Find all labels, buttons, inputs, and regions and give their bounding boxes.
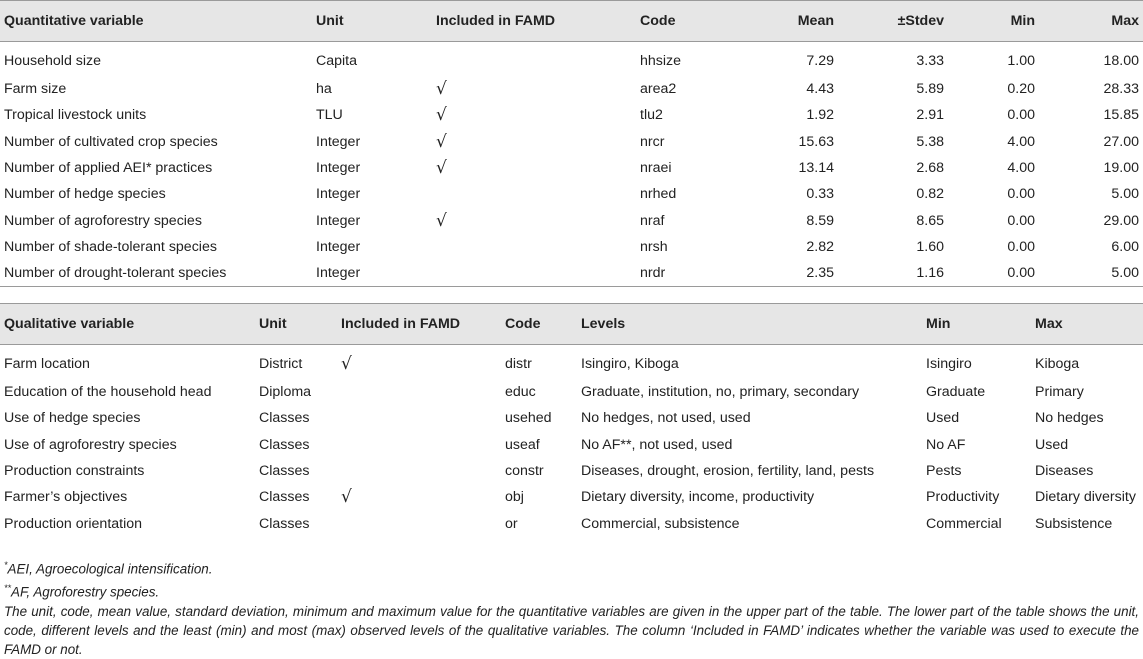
cell-famd	[337, 432, 501, 458]
cell-famd	[337, 458, 501, 484]
header-code: Code	[501, 304, 577, 345]
cell-min: 4.00	[1007, 133, 1035, 150]
cell-variable: Use of hedge species	[4, 410, 141, 427]
cell-famd	[337, 510, 501, 536]
cell-stdev: 0.82	[916, 186, 944, 203]
cell-variable: Number of applied AEI* practices	[4, 160, 213, 177]
cell-min: Pests	[926, 463, 962, 480]
cell-unit: Classes	[259, 489, 310, 506]
table-row	[0, 155, 1143, 181]
cell-mean: 8.59	[806, 212, 834, 229]
table-row	[0, 42, 1143, 77]
cell-unit: Integer	[316, 133, 361, 150]
cell-variable: Number of shade-tolerant species	[4, 238, 217, 255]
header-max: Max	[1039, 1, 1143, 42]
cell-code: nrcr	[640, 133, 665, 150]
cell-max: Used	[1035, 436, 1069, 453]
header-included-in-famd: Included in FAMD	[432, 1, 636, 42]
cell-min: 1.00	[1007, 53, 1035, 69]
table-row	[0, 379, 1143, 405]
cell-mean: 7.29	[806, 53, 834, 69]
cell-mean: 0.33	[806, 186, 834, 203]
cell-code: tlu2	[640, 107, 663, 124]
cell-code: usehed	[505, 410, 552, 427]
cell-variable: Production constraints	[4, 463, 145, 480]
cell-mean: 1.92	[806, 107, 834, 124]
cell-code: useaf	[505, 436, 540, 453]
cell-levels: Dietary diversity, income, productivity	[581, 489, 815, 506]
table-row	[0, 207, 1143, 233]
cell-max: Diseases	[1035, 463, 1094, 480]
cell-famd: √	[436, 131, 447, 152]
cell-min: 0.00	[1007, 238, 1035, 255]
header-included-in-famd: Included in FAMD	[337, 304, 501, 345]
cell-max: 27.00	[1103, 133, 1139, 150]
table-row	[0, 510, 1143, 536]
footnote-text: AF, Agroforestry species.	[11, 584, 160, 600]
cell-min: 0.00	[1007, 212, 1035, 229]
cell-unit: Integer	[316, 212, 361, 229]
cell-code: nraf	[640, 212, 665, 229]
cell-max: 18.00	[1103, 53, 1139, 69]
cell-stdev: 5.38	[916, 133, 944, 150]
cell-stdev: 3.33	[916, 53, 944, 69]
cell-unit: District	[259, 356, 303, 372]
header-levels: Levels	[577, 304, 922, 345]
table-row	[0, 260, 1143, 287]
qualitative-body	[0, 345, 1143, 537]
cell-famd: √	[436, 210, 447, 231]
table-row	[0, 484, 1143, 510]
header-min: Min	[922, 304, 1031, 345]
header-min: Min	[948, 1, 1039, 42]
cell-famd	[337, 405, 501, 431]
cell-code: hhsize	[640, 53, 682, 69]
cell-code: obj	[505, 489, 524, 506]
header-quantitative-variable: Quantitative variable	[0, 1, 312, 42]
cell-unit: Classes	[259, 436, 310, 453]
cell-code: constr	[505, 463, 544, 480]
cell-variable: Use of agroforestry species	[4, 436, 177, 453]
cell-max: 5.00	[1039, 260, 1143, 287]
cell-unit: Integer	[316, 160, 361, 177]
cell-levels: No AF**, not used, used	[581, 436, 733, 453]
cell-variable: Household size	[4, 53, 102, 69]
qualitative-header-row	[0, 304, 1143, 345]
cell-variable: Number of cultivated crop species	[4, 133, 218, 150]
cell-code: nrsh	[640, 238, 668, 255]
cell-unit: Integer	[312, 260, 432, 287]
cell-famd	[432, 234, 636, 260]
cell-max: Primary	[1035, 384, 1084, 401]
cell-max: Dietary diversity	[1035, 489, 1136, 506]
table-row	[0, 405, 1143, 431]
cell-code: educ	[505, 384, 536, 401]
header-max: Max	[1031, 304, 1143, 345]
cell-stdev: 1.60	[916, 238, 944, 255]
cell-unit: Classes	[259, 515, 310, 532]
cell-min: 0.00	[1007, 107, 1035, 124]
cell-code: or	[505, 515, 518, 532]
cell-min: 0.00	[948, 260, 1039, 287]
cell-levels: Commercial, subsistence	[581, 515, 740, 532]
cell-min: Isingiro	[926, 356, 972, 372]
cell-variable: Number of hedge species	[4, 186, 166, 203]
cell-mean: 15.63	[798, 133, 834, 150]
table-row	[0, 76, 1143, 102]
table-row	[0, 181, 1143, 207]
cell-mean: 13.14	[798, 160, 834, 177]
cell-max: 29.00	[1103, 212, 1139, 229]
cell-stdev: 2.68	[916, 160, 944, 177]
cell-famd: √	[436, 79, 447, 100]
cell-max: Kiboga	[1035, 356, 1080, 372]
cell-stdev: 8.65	[916, 212, 944, 229]
cell-unit: Classes	[259, 463, 310, 480]
cell-famd: √	[341, 487, 352, 508]
qualitative-table	[0, 303, 1143, 537]
cell-code: nraei	[640, 160, 672, 177]
cell-min: Commercial	[926, 515, 1002, 532]
cell-unit: ha	[316, 81, 332, 98]
cell-variable: Farm size	[4, 81, 67, 98]
table-row	[0, 129, 1143, 155]
header-code: Code	[636, 1, 740, 42]
cell-variable: Production orientation	[4, 515, 143, 532]
header-unit: Unit	[255, 304, 337, 345]
cell-max: 15.85	[1103, 107, 1139, 124]
header-unit: Unit	[312, 1, 432, 42]
footnote-description: The unit, code, mean value, standard deviation, minimum and maximum value for the quantitative variables are given in the upper part of the table. The lower part of the table shows the unit, code, different levels and the least (min) and most (max) observed levels of the qualitative variables. The column ‘Included in FAMD’ indicates whether the variable was used to execute the FAMD or not.	[4, 603, 1139, 658]
table-row	[0, 102, 1143, 128]
cell-famd	[432, 181, 636, 207]
cell-max: 28.33	[1103, 81, 1139, 98]
cell-code: nrdr	[636, 260, 740, 287]
cell-variable: Farm location	[4, 356, 90, 372]
cell-max: Subsistence	[1035, 515, 1113, 532]
cell-unit: Integer	[316, 186, 361, 203]
cell-stdev: 1.16	[838, 260, 948, 287]
cell-variable: Farmer’s objectives	[4, 489, 128, 506]
cell-unit: Classes	[259, 410, 310, 427]
cell-unit: Integer	[316, 238, 361, 255]
cell-famd: √	[341, 354, 352, 374]
cell-variable: Education of the household head	[4, 384, 212, 401]
cell-min: 0.20	[1007, 81, 1035, 98]
cell-code: area2	[640, 81, 677, 98]
cell-variable: Tropical livestock units	[4, 107, 147, 124]
footnote-af	[4, 579, 1139, 602]
cell-min: Graduate	[926, 384, 986, 401]
cell-code: distr	[505, 356, 532, 372]
table-row	[0, 234, 1143, 260]
cell-famd	[432, 42, 636, 77]
cell-min: 0.00	[1007, 186, 1035, 203]
cell-code: nrhed	[640, 186, 677, 203]
table-row	[0, 458, 1143, 484]
cell-max: 5.00	[1111, 186, 1139, 203]
header-stdev: ±Stdev	[838, 1, 948, 42]
cell-max: 6.00	[1111, 238, 1139, 255]
cell-unit: Diploma	[259, 384, 312, 401]
footnote-mark: *	[4, 560, 8, 570]
cell-levels: Isingiro, Kiboga	[581, 356, 679, 372]
header-mean: Mean	[740, 1, 838, 42]
footnote-text: AEI, Agroecological intensification.	[7, 561, 213, 577]
cell-min: 4.00	[1007, 160, 1035, 177]
table-row	[0, 345, 1143, 380]
cell-famd: √	[436, 105, 447, 126]
cell-mean: 4.43	[806, 81, 834, 98]
header-qualitative-variable: Qualitative variable	[0, 304, 255, 345]
cell-mean: 2.35	[740, 260, 838, 287]
cell-variable: Number of agroforestry species	[4, 212, 202, 229]
cell-variable: Number of drought-tolerant species	[0, 260, 312, 287]
cell-famd: √	[436, 158, 447, 179]
cell-min: Productivity	[926, 489, 1000, 506]
cell-levels: No hedges, not used, used	[581, 410, 751, 427]
cell-unit: Capita	[316, 53, 358, 69]
cell-famd	[337, 379, 501, 405]
cell-levels: Diseases, drought, erosion, fertility, land, pests	[581, 463, 875, 480]
quantitative-body	[0, 42, 1143, 287]
cell-stdev: 5.89	[916, 81, 944, 98]
quantitative-table	[0, 0, 1143, 287]
cell-mean: 2.82	[806, 238, 834, 255]
table-footnotes	[4, 556, 1139, 659]
footnote-mark: **	[4, 582, 12, 593]
cell-min: No AF	[926, 436, 966, 453]
cell-stdev: 2.91	[916, 107, 944, 124]
cell-famd	[432, 260, 636, 287]
cell-max: No hedges	[1035, 410, 1104, 427]
footnote-aei	[4, 556, 1139, 579]
cell-max: 19.00	[1103, 160, 1139, 177]
cell-levels: Graduate, institution, no, primary, secondary	[581, 384, 860, 401]
cell-unit: TLU	[316, 107, 343, 124]
table-row	[0, 432, 1143, 458]
cell-min: Used	[926, 410, 960, 427]
quantitative-header-row	[0, 1, 1143, 42]
